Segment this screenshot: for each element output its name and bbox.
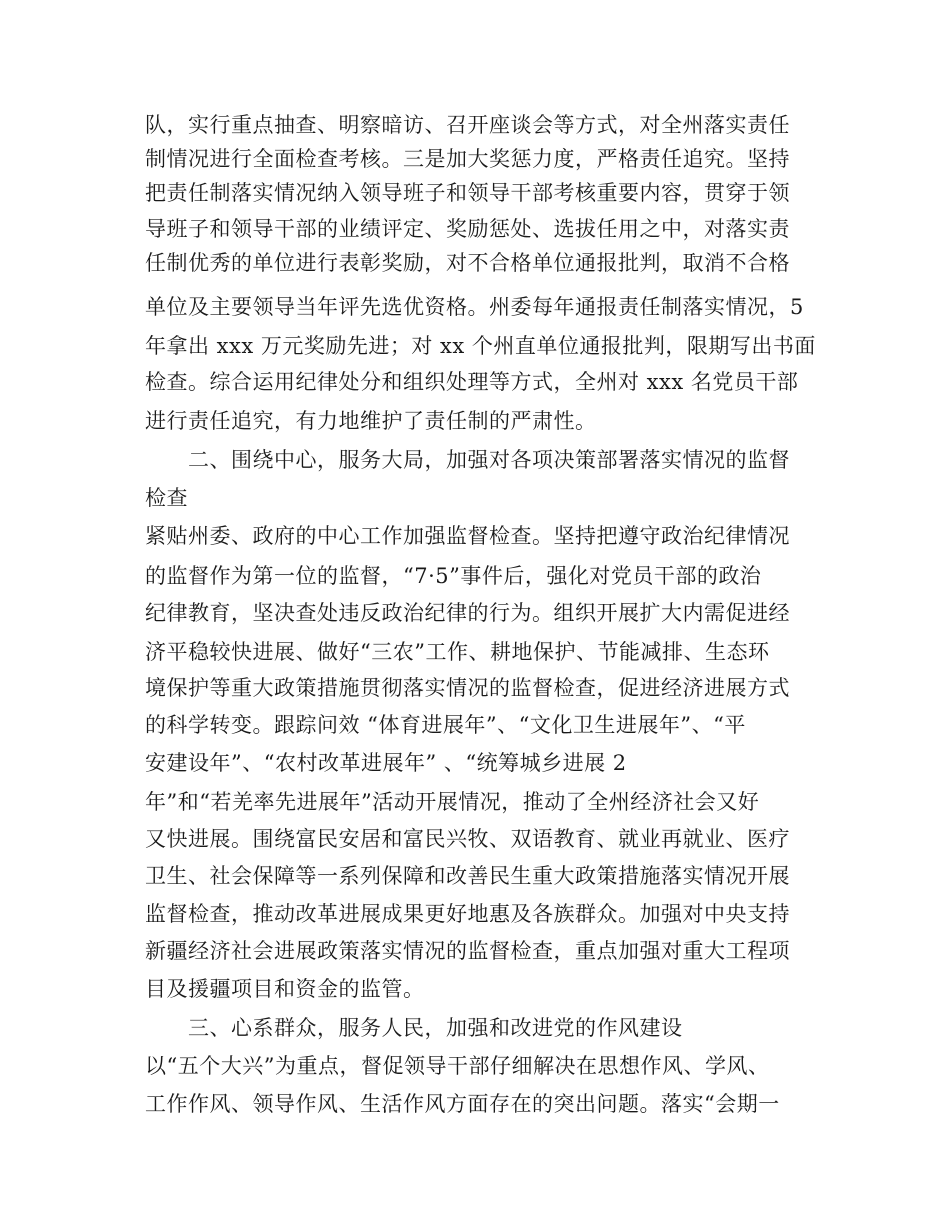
text-line: 年”和“若羌率先进展年”活动开展情况，推动了全州经济社会又好: [145, 790, 760, 814]
text-line: 进行责任追究，有力地维护了责任制的严肃性。: [145, 409, 597, 433]
text-line: 目及援疆项目和资金的监管。: [145, 977, 425, 1001]
text-line: 制情况进行全面检查考核。三是加大奖惩力度，严格责任追究。坚持: [145, 147, 790, 171]
text-line: 的监督作为第一位的监督，“7·5”事件后，强化对党员干部的政治: [145, 564, 762, 588]
text-line: 队，实行重点抽查、明察暗访、召开座谈会等方式，对全州落实责任: [145, 113, 790, 137]
section-heading-continuation: 检查: [145, 486, 188, 510]
section-heading: 二、围绕中心，服务大局，加强对各项决策部署落实情况的监督: [188, 448, 790, 472]
text-line: 卫生、社会保障等一系列保障和改善民生重大政策措施落实情况开展: [145, 864, 790, 888]
section-heading: 三、心系群众，服务人民，加强和改进党的作风建设: [188, 1016, 683, 1040]
text-line: 把责任制落实情况纳入领导班子和领导干部考核重要内容，贯穿于领: [145, 181, 790, 205]
text-line: 检查。综合运用纪律处分和组织处理等方式，全州对 xxx 名党员干部: [145, 370, 799, 394]
text-line: 境保护等重大政策措施贯彻落实情况的监督检查，促进经济进展方式: [145, 676, 790, 700]
text-line: 单位及主要领导当年评先选优资格。州委每年通报责任制落实情况，5: [145, 295, 804, 319]
text-line: 济平稳较快进展、做好“三农”工作、耕地保护、节能减排、生态环: [145, 640, 770, 664]
text-line: 紧贴州委、政府的中心工作加强监督检查。坚持把遵守政治纪律情况: [145, 524, 790, 548]
text-line: 任制优秀的单位进行表彰奖励，对不合格单位通报批判，取消不合格: [145, 251, 790, 275]
text-line: 年拿出 xxx 万元奖励先进；对 xx 个州直单位通报批判，限期写出书面: [145, 334, 816, 358]
text-line: 纪律教育，坚决查处违反政治纪律的行为。组织开展扩大内需促进经: [145, 601, 790, 625]
text-line: 新疆经济社会进展政策落实情况的监督检查，重点加强对重大工程项: [145, 939, 790, 963]
text-line: 又快进展。围绕富民安居和富民兴牧、双语教育、就业再就业、医疗: [145, 827, 790, 851]
text-line: 的科学转变。跟踪问效 “体育进展年”、“文化卫生进展年”、“平: [145, 713, 746, 737]
text-line: 导班子和领导干部的业绩评定、奖励惩处、选拔任用之中，对落实责: [145, 217, 790, 241]
text-line: 安建设年”、“农村改革进展年” 、“统筹城乡进展 2: [145, 751, 627, 775]
text-line: 工作作风、领导作风、生活作风方面存在的突出问题。落实“会期一: [145, 1092, 780, 1116]
text-line: 以“五个大兴”为重点，督促领导干部仔细解决在思想作风、学风、: [145, 1054, 770, 1078]
text-line: 监督检查，推动改革进展成果更好地惠及各族群众。加强对中央支持: [145, 902, 790, 926]
